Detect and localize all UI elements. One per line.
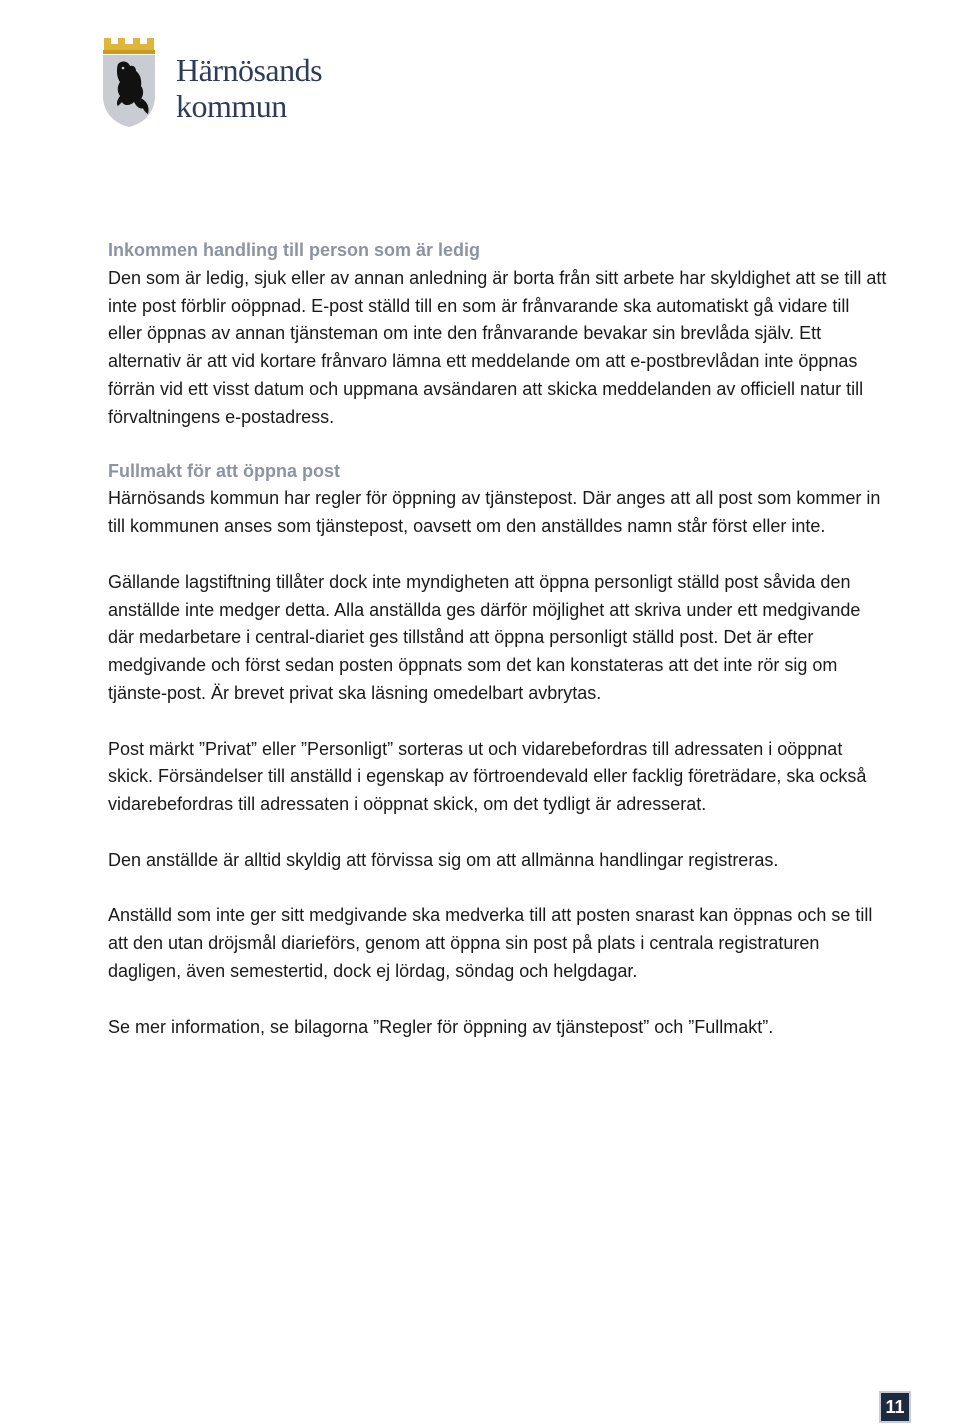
- paragraph: Anställd som inte ger sitt medgivande ska medverka till att posten snarast kan öppnas och se till att den utan dröjsmål diarieförs, genom att öppna sin post på plats i centrala registraturen dagligen, även semestertid, dock ej lördag, söndag och helgdagar.: [108, 905, 873, 981]
- paragraph: Post märkt ”Privat” eller ”Personligt” sorteras ut och vidarebefordras till adressaten i oöppnat skick. Försändelser till anställd i egenskap av förtroendevald eller facklig företrädare, ska också vidarebefordras till adressaten i oöppnat skick, om det tydligt är adresserat.: [108, 738, 867, 815]
- municipality-logo: [100, 36, 380, 130]
- paragraph: Den anställde är alltid skyldig att förvissa sig om att allmänna handlingar registreras.: [108, 849, 779, 870]
- paragraph: Den som är ledig, sjuk eller av annan anledning är borta från sitt arbete har skyldighet att se till att inte post förblir oöppnad. E-post ställd till en som är frånvarande ska automatiskt gå vidare till eller öppnas av annan tjänsteman om inte den frånvarande bevakar sin brevlåda själv. Ett alternativ är att vid kortare frånvaro lämna ett meddelande om att e-postbrevlådan inte öppnas förrän vid ett visst datum och uppmana avsändaren att skicka meddelanden av officiell natur till förvaltningens e-postadress.: [108, 267, 887, 427]
- paragraph: Härnösands kommun har regler för öppning av tjänstepost. Där anges att all post som kommer in till kommunen anses som tjänstepost, oavsett om den anställdes namn står först eller inte.: [108, 488, 881, 537]
- section-heading: Fullmakt för att öppna post: [108, 460, 340, 481]
- coat-of-arms-icon: [100, 36, 158, 128]
- document-body: [108, 237, 888, 1041]
- page-number: 11: [881, 1393, 909, 1421]
- logo-text-line2: kommun: [176, 88, 287, 124]
- section-heading: Inkommen handling till person som är ledig: [108, 240, 481, 260]
- paragraph: Gällande lagstiftning tillåter dock inte myndigheten att öppna personligt ställd post såvida den anställde inte medger detta. Alla anställda ges därför möjlighet att skriva under ett medgivande där medarbetare i central-diariet ges tillstånd att öppna personligt ställd post. Det är efter medgivande och först sedan posten öppnats som det kan konstateras att det inte rör sig om tjänste-post. Är brevet privat ska läsning omedelbart avbrytas.: [108, 571, 861, 703]
- paragraph: Se mer information, se bilagorna ”Regler för öppning av tjänstepost” och ”Fullmakt”.: [108, 1016, 774, 1037]
- logo-text-line1: Härnösands: [176, 52, 323, 88]
